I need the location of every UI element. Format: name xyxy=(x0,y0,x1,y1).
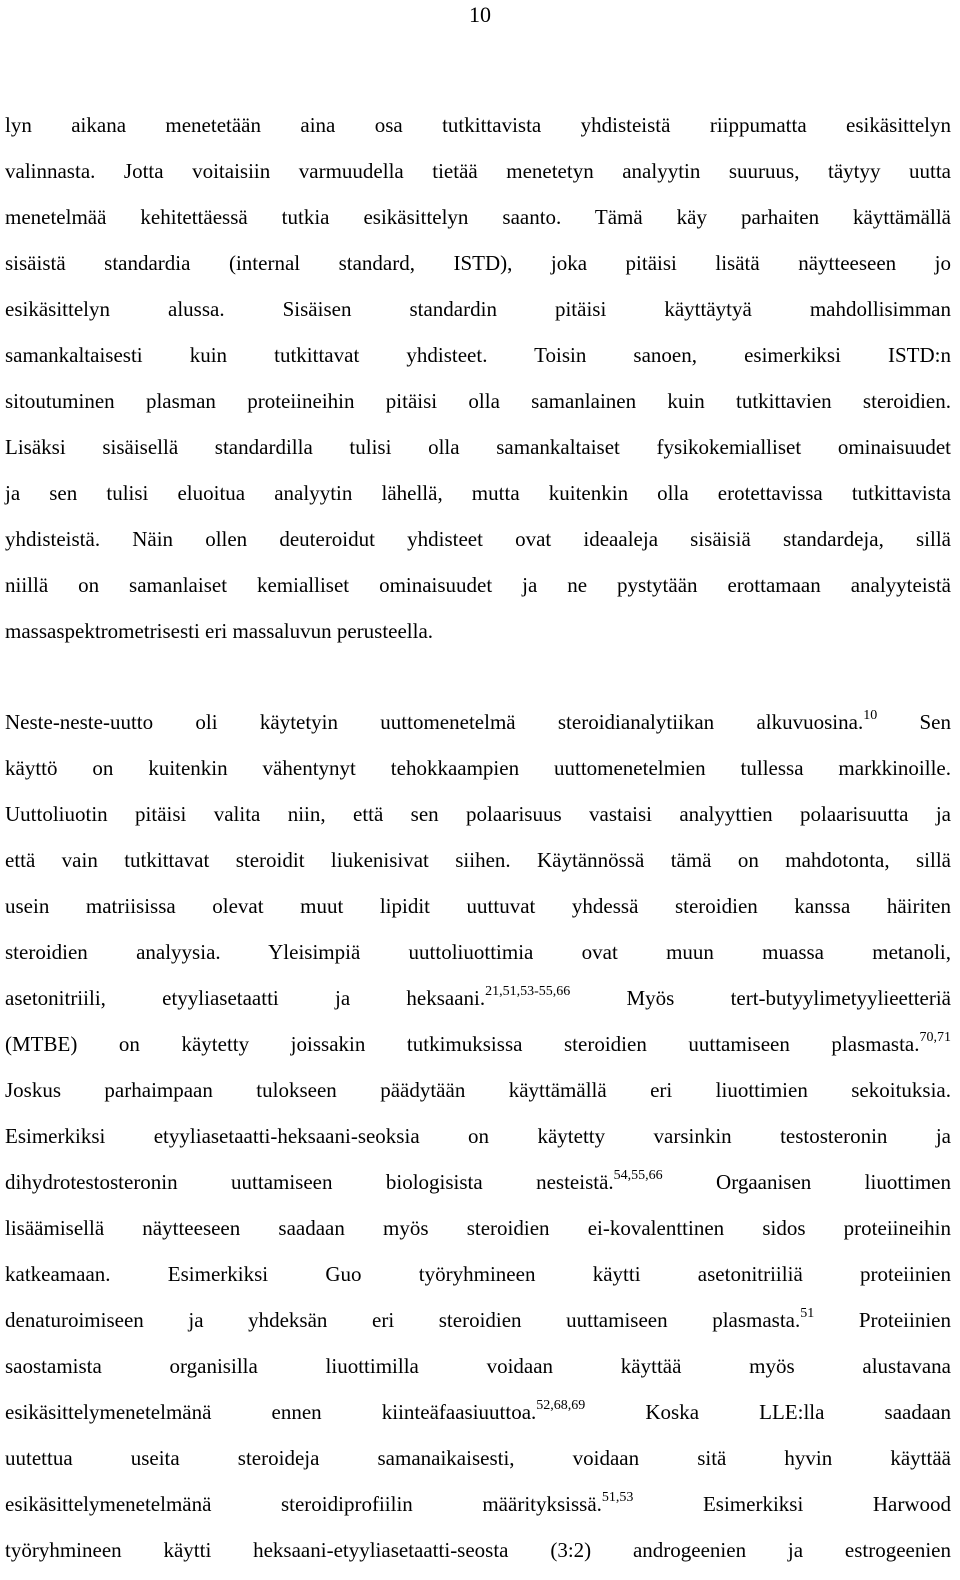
page-number: 10 xyxy=(469,2,491,27)
text-line-with-citation xyxy=(5,975,951,1021)
text-line: yhdisteistä. Näin ollen deuteroidut yhdisteet ovat ideaaleja sisäisiä standardeja, sillä xyxy=(5,527,951,551)
line-text: asetonitriili, etyyliasetaatti ja heksaani. xyxy=(5,986,486,1010)
line-text: Neste-neste-uutto oli käytetyin uuttomenetelmä steroidianalytiikan alkuvuosina. xyxy=(5,710,864,734)
line-text: Proteiinien xyxy=(814,1308,952,1332)
citation: 10 xyxy=(863,708,878,723)
text-line: että vain tutkittavat steroidit liukenisivat siihen. Käytännössä tämä on mahdotonta, sillä xyxy=(5,848,951,872)
citation: 21,51,53-55,66 xyxy=(485,984,571,999)
paragraph-1 xyxy=(5,102,951,654)
text-line: katkeamaan. Esimerkiksi Guo työryhmineen käytti asetonitriiliä proteiinien xyxy=(5,1262,951,1286)
text-line: sitoutuminen plasman proteiineihin pitäisi olla samanlainen kuin tutkittavien steroidien. xyxy=(5,389,951,413)
text-line: Lisäksi sisäisellä standardilla tulisi olla samankaltaiset fysikokemialliset ominaisuudet xyxy=(5,435,951,459)
text-line: Esimerkiksi etyyliasetaatti-heksaani-seoksia on käytetty varsinkin testosteronin ja xyxy=(5,1124,951,1148)
citation: 52,68,69 xyxy=(536,1398,586,1413)
line-text: denaturoimiseen ja yhdeksän eri steroidien uuttamiseen plasmasta. xyxy=(5,1308,801,1332)
text-line: saostamista organisilla liuottimilla voidaan käyttää myös alustavana xyxy=(5,1354,951,1378)
text-line: sisäistä standardia (internal standard, ISTD), joka pitäisi lisätä näytteeseen jo xyxy=(5,251,951,275)
text-line-with-citation xyxy=(5,1159,951,1205)
text-line: lyn aikana menetetään aina osa tutkittavista yhdisteistä riippumatta esikäsittelyn xyxy=(5,113,951,137)
line-text: Myös tert-butyylimetyylieetteriä xyxy=(570,986,951,1010)
text-line-with-citation xyxy=(5,1297,951,1343)
text-line-with-citation xyxy=(5,1481,951,1527)
line-text: Koska LLE:lla saadaan xyxy=(585,1400,952,1424)
text-line: lisäämisellä näytteeseen saadaan myös steroidien ei-kovalenttinen sidos proteiineihin xyxy=(5,1216,951,1240)
text-line: Joskus parhaimpaan tulokseen päädytään käyttämällä eri liuottimien sekoituksia. xyxy=(5,1078,951,1102)
text-line: menetelmää kehitettäessä tutkia esikäsittelyn saanto. Tämä käy parhaiten käyttämällä xyxy=(5,205,951,229)
text-line: uutettua useita steroideja samanaikaisesti, voidaan sitä hyvin käyttää xyxy=(5,1446,951,1470)
citation: 54,55,66 xyxy=(613,1168,663,1183)
text-line: käyttö on kuitenkin vähentynyt tehokkaampien uuttomenetelmien tullessa markkinoille. xyxy=(5,756,951,780)
text-line: steroidien analyysia. Yleisimpiä uuttoliuottimia ovat muun muassa metanoli, xyxy=(5,940,951,964)
line-text: dihydrotestosteronin uuttamiseen biologisista nesteistä. xyxy=(5,1170,614,1194)
citation: 70,71 xyxy=(919,1030,951,1045)
text-line: samankaltaisesti kuin tutkittavat yhdisteet. Toisin sanoen, esimerkiksi ISTD:n xyxy=(5,343,951,367)
line-text: (MTBE) on käytetty joissakin tutkimuksissa steroidien uuttamiseen plasmasta. xyxy=(5,1032,920,1056)
text-line: usein matriisissa olevat muut lipidit uuttuvat yhdessä steroidien kanssa häiriten xyxy=(5,894,951,918)
text-line-with-citation xyxy=(5,1389,951,1435)
line-text: esikäsittelymenetelmänä ennen kiinteäfaasiuuttoa. xyxy=(5,1400,537,1424)
citation: 51,53 xyxy=(601,1490,634,1505)
text-line: työryhmineen käytti heksaani-etyyliasetaatti-seosta (3:2) androgeenien ja estrogeenien xyxy=(5,1538,951,1562)
text-line: niillä on samanlaiset kemialliset ominaisuudet ja ne pystytään erottamaan analyyteistä xyxy=(5,573,951,597)
text-line: valinnasta. Jotta voitaisiin varmuudella tietää menetetyn analyytin suuruus, täytyy uutta xyxy=(5,159,951,183)
line-text: Sen xyxy=(877,710,951,734)
line-text: esikäsittelymenetelmänä steroidiprofiilin määrityksissä. xyxy=(5,1492,602,1516)
text-line: ja sen tulisi eluoitua analyytin lähellä, mutta kuitenkin olla erotettavissa tutkittavista xyxy=(5,481,951,505)
line-text: Esimerkiksi Harwood xyxy=(633,1492,951,1516)
text-line-with-citation xyxy=(5,1021,951,1067)
paragraph-2 xyxy=(5,699,951,1573)
line-text: Orgaanisen liuottimen xyxy=(662,1170,951,1194)
text-line: massaspektrometrisesti eri massaluvun perusteella. xyxy=(5,619,434,643)
text-line-with-citation xyxy=(5,699,951,745)
text-line: esikäsittelyn alussa. Sisäisen standardin pitäisi käyttäytyä mahdollisimman xyxy=(5,297,951,321)
text-line: Uuttoliuotin pitäisi valita niin, että sen polaarisuus vastaisi analyyttien polaarisuutta ja xyxy=(5,802,951,826)
citation: 51 xyxy=(800,1306,815,1321)
